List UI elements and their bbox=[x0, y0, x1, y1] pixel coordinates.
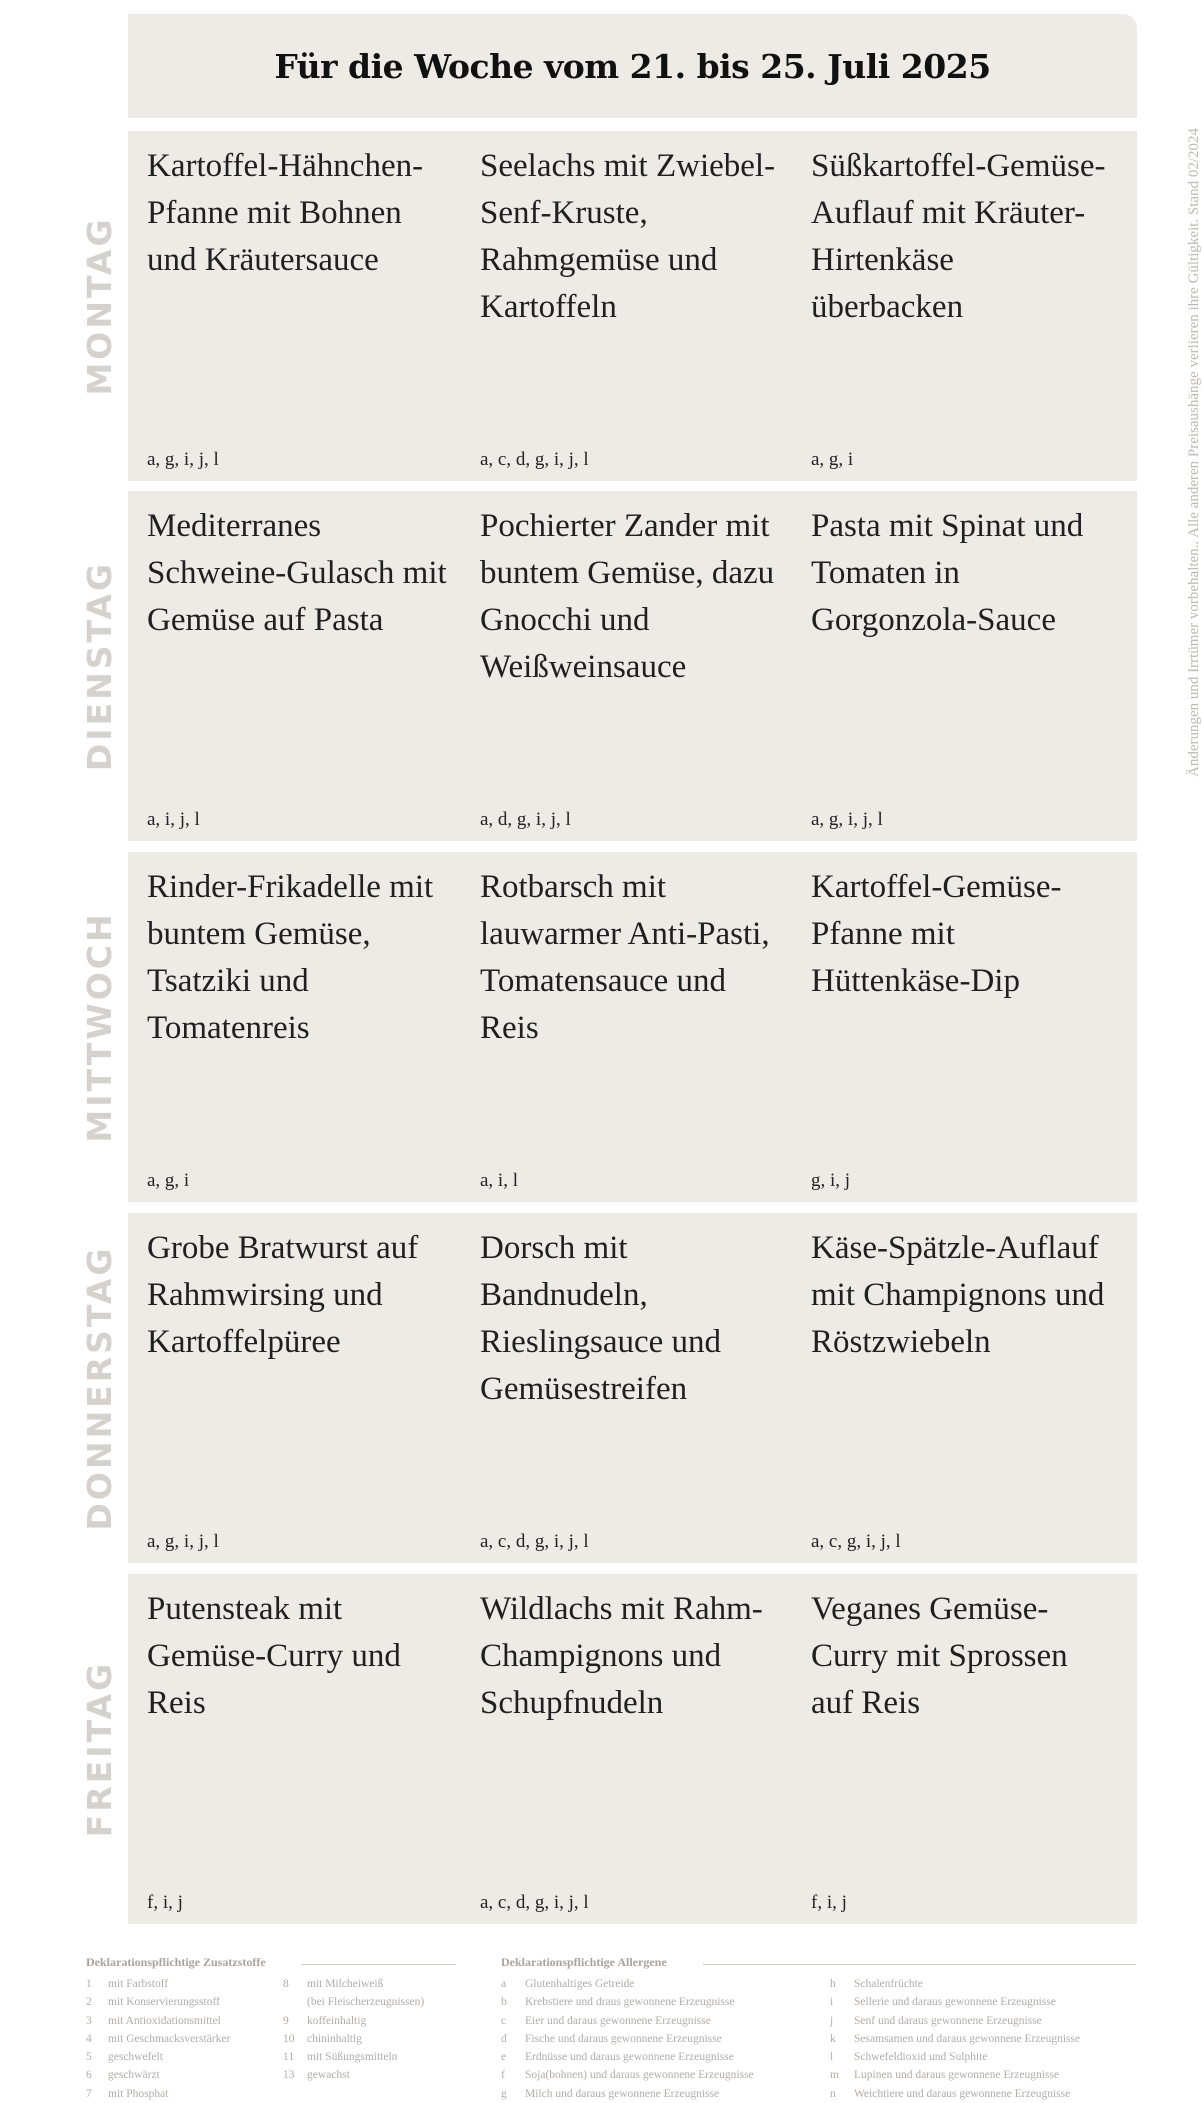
legend-key: 4 bbox=[86, 2032, 92, 2045]
legend-text: Glutenhaltiges Getreide bbox=[525, 1978, 635, 1990]
meal-name: Wildlachs mit Rahm-Champignons und Schupfnudeln bbox=[480, 1591, 763, 1721]
meal-name: Veganes Gemüse-Curry mit Sprossen auf Reis bbox=[811, 1591, 1068, 1721]
allergens-col-2 bbox=[830, 1975, 1080, 2103]
legend-item bbox=[501, 2085, 754, 2103]
legend-key: k bbox=[830, 2032, 836, 2045]
legend-text: Milch und daraus gewonnene Erzeugnisse bbox=[525, 2087, 720, 2100]
legend-key: 5 bbox=[86, 2051, 92, 2064]
meal-cell bbox=[128, 852, 461, 1202]
legend-item bbox=[501, 2030, 754, 2048]
legend-text: Krebstiere und draus gewonnene Erzeugnisse bbox=[525, 1996, 735, 2009]
legend-text: Senf und daraus gewonnene Erzeugnisse bbox=[854, 2014, 1042, 2027]
legend-text: Soja(bohnen) und daraus gewonnene Erzeugnisse bbox=[525, 2069, 754, 2082]
day-row bbox=[128, 131, 1137, 481]
meal-cell bbox=[792, 1213, 1137, 1563]
meal-cell bbox=[128, 131, 461, 481]
legend-key: c bbox=[501, 2014, 507, 2027]
meal-name: Mediterranes Schweine-Gulasch mit Gemüse auf Pasta bbox=[147, 508, 447, 638]
legend-key: 13 bbox=[283, 2069, 295, 2082]
meal-allergens: a, g, i, j, l bbox=[811, 809, 883, 830]
legend-item bbox=[830, 2048, 1080, 2066]
legend-item bbox=[283, 2012, 424, 2030]
meal-allergens: f, i, j bbox=[147, 1892, 183, 1913]
legend-item bbox=[501, 2012, 754, 2030]
meal-name: Rinder-Frikadelle mit buntem Gemüse, Tsatziki und Tomatenreis bbox=[147, 869, 434, 1046]
legend-item bbox=[501, 2066, 754, 2084]
legend-item bbox=[830, 2012, 1080, 2030]
meal-name: Rotbarsch mit lauwarmer Anti-Pasti, Tomatensauce und Reis bbox=[480, 869, 770, 1046]
meal-name: Seelachs mit Zwiebel-Senf-Kruste, Rahmgemüse und Kartoffeln bbox=[480, 148, 776, 325]
legend-text: koffeinhaltig bbox=[307, 2014, 367, 2027]
legend-key: a bbox=[501, 1978, 507, 1990]
legend-text: Sesamsamen und daraus gewonnene Erzeugnisse bbox=[854, 2032, 1081, 2045]
legend-text: mit Antioxidationsmittel bbox=[108, 2014, 221, 2027]
disclaimer-note: Änderungen und Irrtümer vorbehalten.. Alle anderen Preisaushänge verlieren ihre Gültigkeit. Stand 02/2024 bbox=[1186, 128, 1202, 777]
legend-item bbox=[830, 2085, 1080, 2103]
legend-item bbox=[86, 2066, 230, 2084]
legend-item bbox=[283, 1993, 424, 2011]
meal-cell bbox=[128, 1574, 461, 1924]
legend-key: d bbox=[501, 2032, 507, 2045]
legend-text: geschwärzt bbox=[108, 2069, 160, 2082]
legend-item bbox=[501, 1975, 754, 1993]
legend-text: mit Milcheiweiß bbox=[307, 1978, 384, 1990]
meal-cell bbox=[461, 852, 792, 1202]
legend-item bbox=[830, 1993, 1080, 2011]
day-row bbox=[128, 1574, 1137, 1924]
legend-text: Eier und daraus gewonnene Erzeugnisse bbox=[525, 2014, 711, 2027]
legend-key: j bbox=[830, 2014, 834, 2027]
legend-key: e bbox=[501, 2051, 507, 2064]
day-label-dienstag: DIENSTAG bbox=[80, 560, 119, 772]
meal-allergens: a, g, i bbox=[811, 449, 854, 470]
additives-col-1 bbox=[86, 1975, 230, 2103]
meal-cell bbox=[461, 131, 792, 481]
legend-item bbox=[283, 2048, 424, 2066]
legend-item bbox=[86, 2030, 230, 2048]
legend-key: 11 bbox=[283, 2051, 295, 2064]
legend-text: Lupinen und daraus gewonnene Erzeugnisse bbox=[854, 2069, 1060, 2082]
meal-allergens: a, c, d, g, i, j, l bbox=[480, 1892, 589, 1913]
legend-item bbox=[830, 1975, 1080, 1993]
meal-allergens: a, g, i, j, l bbox=[147, 1531, 219, 1552]
meal-cell bbox=[792, 131, 1137, 481]
legend-text: mit Geschmacksverstärker bbox=[108, 2032, 231, 2045]
meal-cell bbox=[128, 491, 461, 841]
meal-name: Pochierter Zander mit buntem Gemüse, dazu Gnocchi und Weißweinsauce bbox=[480, 508, 775, 685]
legend-item bbox=[283, 2030, 424, 2048]
meal-name: Grobe Bratwurst auf Rahmwirsing und Kartoffelpüree bbox=[147, 1230, 419, 1360]
legend-text: Fische und daraus gewonnene Erzeugnisse bbox=[525, 2032, 722, 2045]
meal-cell bbox=[792, 491, 1137, 841]
legend-key: 8 bbox=[283, 1978, 289, 1990]
legend-text: Schwefeldioxid und Sulphite bbox=[854, 2051, 988, 2064]
legend-text: (bei Fleischerzeugnissen) bbox=[307, 1996, 425, 2009]
meal-name: Käse-Spätzle-Auflauf mit Champignons und Röstzwiebeln bbox=[811, 1230, 1105, 1360]
legend-key: n bbox=[830, 2087, 836, 2100]
legend-item bbox=[501, 1993, 754, 2011]
day-label-mittwoch: MITTWOCH bbox=[80, 911, 119, 1143]
legend-key: m bbox=[830, 2069, 839, 2082]
legend-text: geschwefelt bbox=[108, 2051, 163, 2064]
legend-text: mit Süßungsmitteln bbox=[307, 2051, 398, 2064]
meal-cell bbox=[461, 1574, 792, 1924]
legend-key: 3 bbox=[86, 2014, 92, 2027]
legend-text: gewachst bbox=[307, 2069, 350, 2082]
meal-allergens: a, c, d, g, i, j, l bbox=[480, 449, 589, 470]
legend-text: Weichtiere und daraus gewonnene Erzeugnisse bbox=[854, 2087, 1071, 2100]
legend-item bbox=[86, 2012, 230, 2030]
legend-key: i bbox=[830, 1996, 834, 2009]
day-row bbox=[128, 852, 1137, 1202]
legend-key: h bbox=[830, 1978, 836, 1990]
week-header bbox=[128, 14, 1137, 118]
meal-allergens: a, d, g, i, j, l bbox=[480, 809, 571, 830]
legend-item bbox=[86, 2048, 230, 2066]
meal-cell bbox=[792, 1574, 1137, 1924]
meal-cell bbox=[792, 852, 1137, 1202]
meal-allergens: a, i, l bbox=[480, 1170, 518, 1191]
legend-item bbox=[283, 1975, 424, 1993]
legend-item bbox=[283, 2066, 424, 2084]
meal-cell bbox=[461, 1213, 792, 1563]
legend-key: 7 bbox=[86, 2087, 92, 2100]
legend-key: 10 bbox=[283, 2032, 295, 2045]
legend-item bbox=[501, 2048, 754, 2066]
day-label-freitag: FREITAG bbox=[80, 1660, 119, 1838]
legend-item bbox=[830, 2030, 1080, 2048]
day-row bbox=[128, 491, 1137, 841]
legend-text: mit Phosphat bbox=[108, 2087, 169, 2100]
legend-item bbox=[830, 2066, 1080, 2084]
meal-allergens: f, i, j bbox=[811, 1892, 847, 1913]
day-label-montag: MONTAG bbox=[80, 216, 119, 396]
allergens-col-1 bbox=[501, 1975, 754, 2103]
legend-item bbox=[86, 1993, 230, 2011]
meal-name: Dorsch mit Bandnudeln, Rieslingsauce und Gemüsestreifen bbox=[480, 1230, 722, 1407]
meal-cell bbox=[128, 1213, 461, 1563]
meal-allergens: a, g, i bbox=[147, 1170, 190, 1191]
legend-text: Erdnüsse und daraus gewonnene Erzeugnisse bbox=[525, 2051, 734, 2064]
day-label-donnerstag: DONNERSTAG bbox=[80, 1245, 119, 1531]
allergens-legend bbox=[501, 1955, 1136, 2100]
legend-text: mit Farbstoff bbox=[108, 1978, 169, 1990]
meal-name: Kartoffel-Gemüse-Pfanne mit Hüttenkäse-Dip bbox=[811, 869, 1062, 999]
legend-divider bbox=[703, 1964, 1136, 1965]
additives-legend bbox=[86, 1955, 456, 2100]
legend-text: Schalenfrüchte bbox=[854, 1978, 923, 1990]
meal-name: Putensteak mit Gemüse-Curry und Reis bbox=[147, 1591, 401, 1721]
meal-allergens: a, c, d, g, i, j, l bbox=[480, 1531, 589, 1552]
meal-allergens: a, g, i, j, l bbox=[147, 449, 219, 470]
meal-allergens: a, i, j, l bbox=[147, 809, 200, 830]
legend-key: 6 bbox=[86, 2069, 92, 2082]
legend-key: 9 bbox=[283, 2014, 289, 2027]
meal-name: Pasta mit Spinat und Tomaten in Gorgonzola-Sauce bbox=[811, 508, 1084, 638]
additives-legend-title: Deklarationspflichtige Zusatzstoffe bbox=[86, 1955, 456, 1971]
meal-name: Kartoffel-Hähnchen-Pfanne mit Bohnen und Kräutersauce bbox=[147, 148, 424, 278]
legend-item bbox=[86, 2085, 230, 2103]
legend-key: f bbox=[501, 2069, 505, 2082]
day-row bbox=[128, 1213, 1137, 1563]
meal-cell bbox=[461, 491, 792, 841]
legend-key: 1 bbox=[86, 1978, 92, 1990]
legend-text: Sellerie und daraus gewonnene Erzeugnisse bbox=[854, 1996, 1056, 2009]
additives-col-2 bbox=[283, 1975, 424, 2085]
meal-allergens: a, c, g, i, j, l bbox=[811, 1531, 901, 1552]
meal-name: Süßkartoffel-Gemüse-Auflauf mit Kräuter-Hirtenkäse überbacken bbox=[811, 148, 1106, 325]
legend-key: l bbox=[830, 2051, 834, 2064]
week-title: Für die Woche vom 21. bis 25. Juli 2025 bbox=[274, 46, 991, 86]
legend-key: g bbox=[501, 2087, 507, 2100]
legend-divider bbox=[301, 1964, 456, 1965]
meal-allergens: g, i, j bbox=[811, 1170, 851, 1191]
legend-text: mit Konservierungsstoff bbox=[108, 1996, 220, 2009]
legend-key: b bbox=[501, 1996, 507, 2009]
allergens-legend-title: Deklarationspflichtige Allergene bbox=[501, 1955, 1136, 1971]
legend-item bbox=[86, 1975, 230, 1993]
legend-text: chininhaltig bbox=[307, 2032, 362, 2045]
legend-key: 2 bbox=[86, 1996, 92, 2009]
